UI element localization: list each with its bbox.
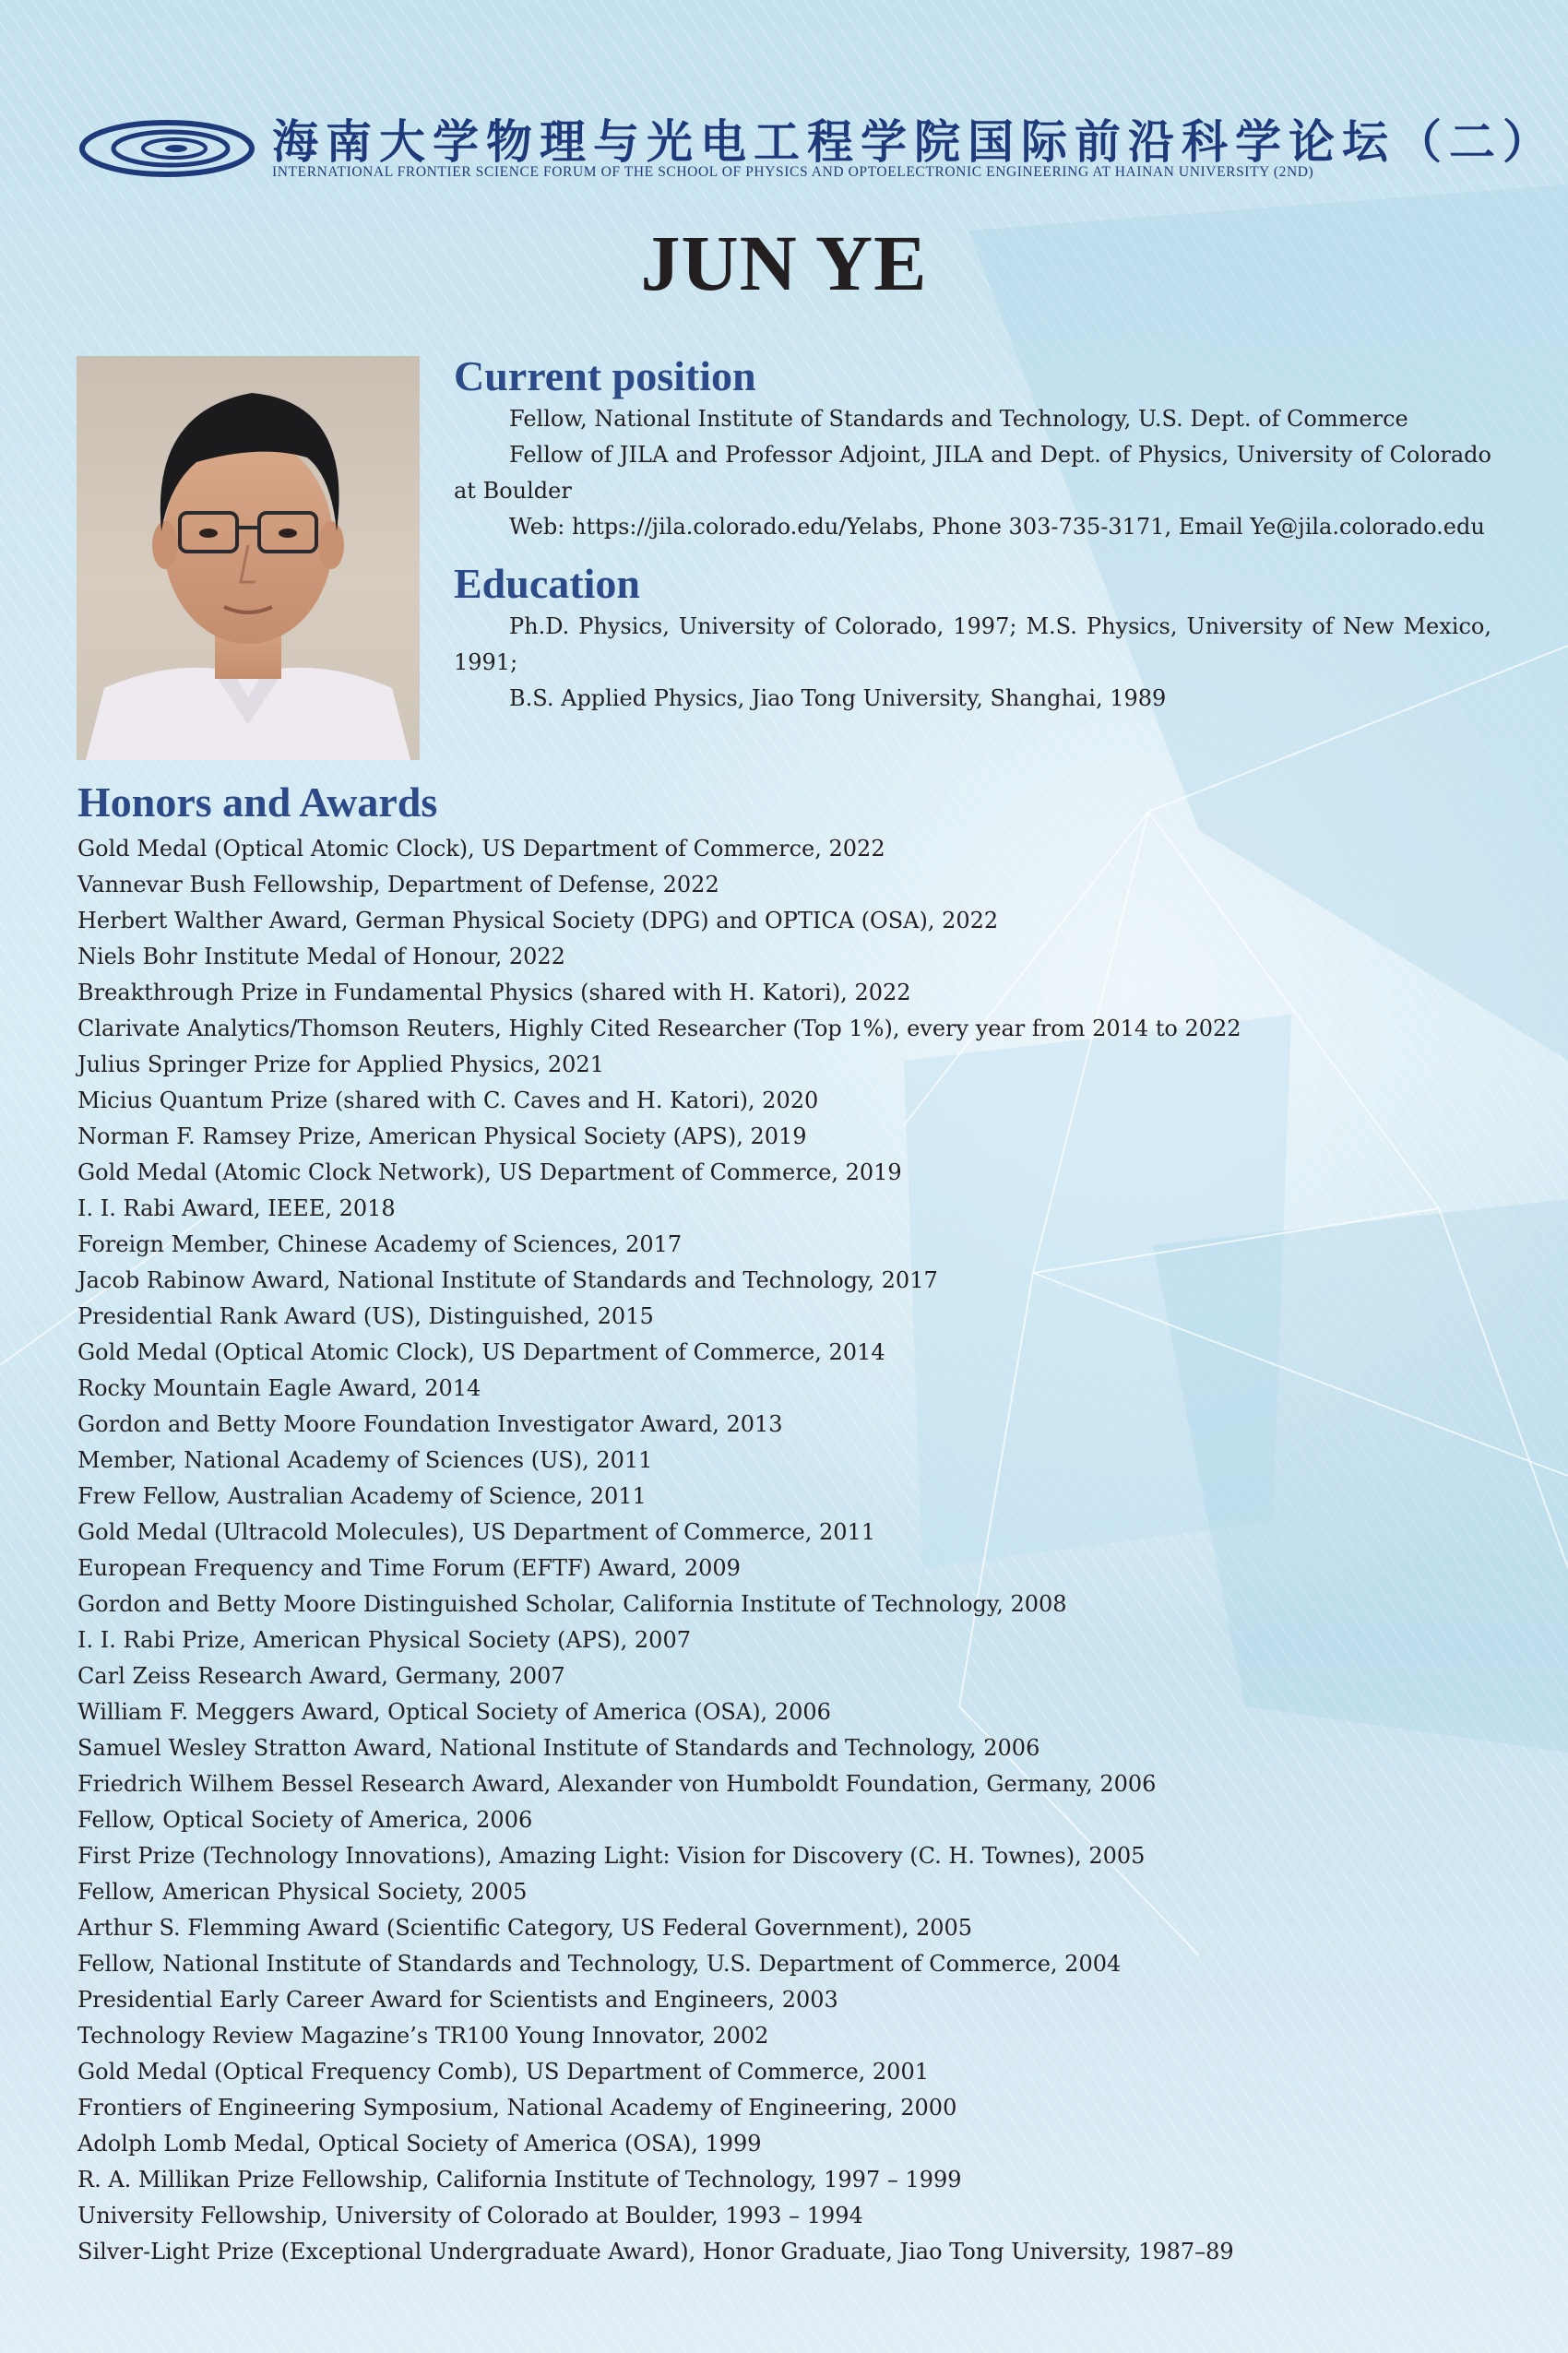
honor-item: Jacob Rabinow Award, National Institute of Standards and Technology, 2017 xyxy=(77,1267,938,1294)
honor-item: First Prize (Technology Innovations), Amazing Light: Vision for Discovery (C. H. Townes), 2005 xyxy=(77,1843,1146,1870)
honor-item: Presidential Rank Award (US), Distinguished, 2015 xyxy=(77,1303,654,1330)
education-line-1: Ph.D. Physics, University of Colorado, 1997; M.S. Physics, University of New Mexico, 1991; xyxy=(454,613,1491,676)
position-line-1: Fellow, National Institute of Standards and Technology, U.S. Dept. of Commerce xyxy=(509,406,1408,433)
honor-item: Gold Medal (Optical Frequency Comb), US Department of Commerce, 2001 xyxy=(77,2059,929,2086)
honor-item: Foreign Member, Chinese Academy of Sciences, 2017 xyxy=(77,1231,683,1258)
person-name: JUN YE xyxy=(640,219,928,307)
honor-item: European Frequency and Time Forum (EFTF) Award, 2009 xyxy=(77,1555,741,1582)
honor-item: Fellow, American Physical Society, 2005 xyxy=(77,1879,528,1906)
honor-item: Breakthrough Prize in Fundamental Physics (shared with H. Katori), 2022 xyxy=(77,980,911,1006)
honor-item: Clarivate Analytics/Thomson Reuters, Highly Cited Researcher (Top 1%), every year from 2014 to 2022 xyxy=(77,1016,1241,1042)
honor-item: Gordon and Betty Moore Foundation Investigator Award, 2013 xyxy=(77,1411,783,1438)
forum-title-english: INTERNATIONAL FRONTIER SCIENCE FORUM OF THE SCHOOL OF PHYSICS AND OPTOELECTRONIC ENGINEERING AT HAINAN UNIVERSITY (2ND) xyxy=(272,164,1314,180)
forum-title-chinese: 海南大学物理与光电工程学院国际前沿科学论坛（二） xyxy=(272,114,1556,169)
honor-item: Rocky Mountain Eagle Award, 2014 xyxy=(77,1375,481,1402)
contact-line: Web: https://jila.colorado.edu/Yelabs, Phone 303-735-3171, Email Ye@jila.colorado.edu xyxy=(509,514,1485,541)
honor-item: Gold Medal (Optical Atomic Clock), US Department of Commerce, 2014 xyxy=(77,1339,885,1366)
honor-item: Friedrich Wilhem Bessel Research Award, Alexander von Humboldt Foundation, Germany, 2006 xyxy=(77,1771,1157,1798)
honor-item: Frew Fellow, Australian Academy of Science, 2011 xyxy=(77,1483,647,1510)
education-heading: Education xyxy=(454,560,640,608)
education-line-2: B.S. Applied Physics, Jiao Tong University, Shanghai, 1989 xyxy=(509,685,1167,712)
honor-item: Fellow, Optical Society of America, 2006 xyxy=(77,1807,533,1834)
honor-item: Presidential Early Career Award for Scientists and Engineers, 2003 xyxy=(77,1987,838,2014)
honor-item: I. I. Rabi Prize, American Physical Society (APS), 2007 xyxy=(77,1627,691,1654)
position-line-2: Fellow of JILA and Professor Adjoint, JILA and Dept. of Physics, University of Colorado at Boulder xyxy=(454,442,1491,505)
honor-item: Carl Zeiss Research Award, Germany, 2007 xyxy=(77,1663,565,1690)
portrait-photo xyxy=(77,356,420,760)
honor-item: Gold Medal (Optical Atomic Clock), US Department of Commerce, 2022 xyxy=(77,836,885,862)
honor-item: Micius Quantum Prize (shared with C. Caves and H. Katori), 2020 xyxy=(77,1087,819,1114)
honor-item: University Fellowship, University of Colorado at Boulder, 1993 – 1994 xyxy=(77,2203,863,2229)
honor-item: Gold Medal (Ultracold Molecules), US Department of Commerce, 2011 xyxy=(77,1519,876,1546)
honor-item: Adolph Lomb Medal, Optical Society of America (OSA), 1999 xyxy=(77,2131,762,2157)
honor-item: Member, National Academy of Sciences (US), 2011 xyxy=(77,1447,653,1474)
honors-section xyxy=(77,777,1516,2270)
honor-item: Samuel Wesley Stratton Award, National Institute of Standards and Technology, 2006 xyxy=(77,1735,1040,1762)
honor-item: Vannevar Bush Fellowship, Department of Defense, 2022 xyxy=(77,872,719,898)
honors-heading: Honors and Awards xyxy=(77,778,438,826)
honor-item: I. I. Rabi Award, IEEE, 2018 xyxy=(77,1195,396,1222)
swirl-logo-icon xyxy=(78,116,255,181)
honor-item: Herbert Walther Award, German Physical Society (DPG) and OPTICA (OSA), 2022 xyxy=(77,908,999,934)
portrait-illustration xyxy=(77,356,420,760)
honor-item: William F. Meggers Award, Optical Society of America (OSA), 2006 xyxy=(77,1699,831,1726)
honor-item: Technology Review Magazine’s TR100 Young Innovator, 2002 xyxy=(77,2023,769,2050)
forum-header xyxy=(78,100,1556,188)
honor-item: Frontiers of Engineering Symposium, National Academy of Engineering, 2000 xyxy=(77,2095,957,2121)
honor-item: Julius Springer Prize for Applied Physics, 2021 xyxy=(77,1052,604,1078)
honor-item: Gold Medal (Atomic Clock Network), US Department of Commerce, 2019 xyxy=(77,1159,902,1186)
honors-list xyxy=(77,831,1516,2270)
honor-item: Silver-Light Prize (Exceptional Undergraduate Award), Honor Graduate, Jiao Tong University, 1987–89 xyxy=(77,2239,1234,2265)
honor-item: Norman F. Ramsey Prize, American Physical Society (APS), 2019 xyxy=(77,1123,807,1150)
honor-item: Niels Bohr Institute Medal of Honour, 2022 xyxy=(77,944,565,970)
honor-item: R. A. Millikan Prize Fellowship, California Institute of Technology, 1997 – 1999 xyxy=(77,2167,962,2193)
honor-item: Gordon and Betty Moore Distinguished Scholar, California Institute of Technology, 2008 xyxy=(77,1591,1067,1618)
current-position-heading: Current position xyxy=(454,352,756,399)
honor-item: Fellow, National Institute of Standards and Technology, U.S. Department of Commerce, 2004 xyxy=(77,1951,1122,1978)
honor-item: Arthur S. Flemming Award (Scientific Category, US Federal Government), 2005 xyxy=(77,1915,973,1942)
profile-details xyxy=(454,351,1491,717)
